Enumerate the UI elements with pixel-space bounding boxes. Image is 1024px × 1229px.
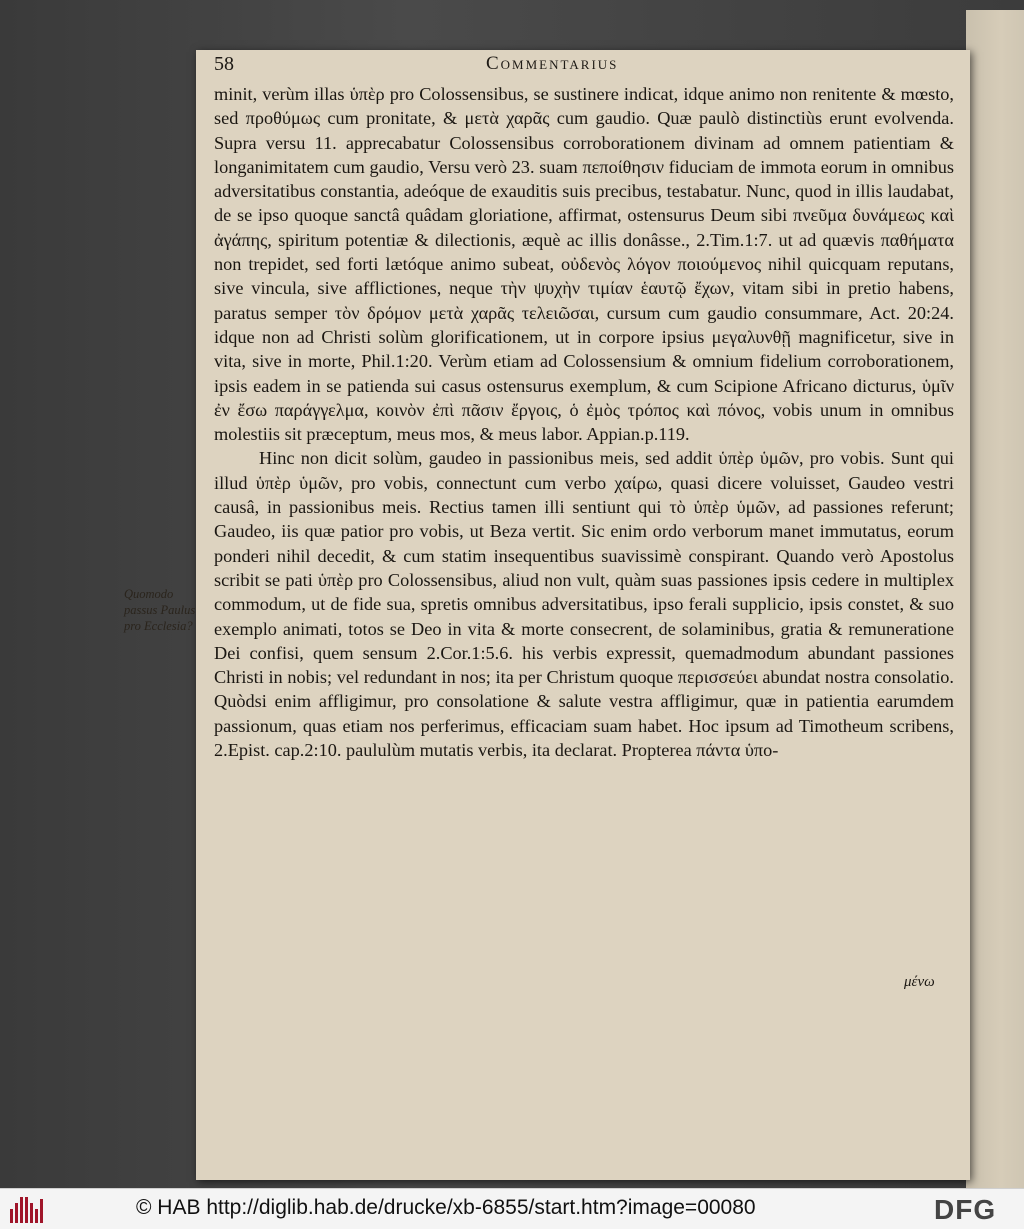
catchword: μένω	[904, 974, 935, 990]
running-head: Commentarius	[486, 53, 619, 74]
dfg-logo: DFG	[934, 1194, 997, 1225]
source-url[interactable]: © HAB http://diglib.hab.de/drucke/xb-6855/start.htm?image=00080	[136, 1196, 756, 1219]
paragraph-2: Hinc non dicit solùm, gaudeo in passionibus meis, sed addit ὑπὲρ ὑμῶν, pro vobis. Sunt qui illud ὑπὲρ ὑμῶν, pro vobis, connectunt cum verbo χαίρω, quasi dicere voluisset, Gaudeo vestri causâ, in passionibus meis. Rectius tamen illi sentiunt qui τὸ ὑπὲρ ὑμῶν, ad passiones referunt; Gaudeo, iis quæ patior pro vobis, ut Beza vertit. Sic enim ordo verborum manet immutatus, eorum ponderi nihil decedit, & cum statim insequentibus suavissimè conspirant. Quando verò Apostolus scribit se pati ὑπὲρ pro Colossensibus, aliud non vult, quàm suas passiones ipsis cedere in multiplex commodum, ut de fide sua, spretis omnibus adversitatibus, ipso ferali supplicio, ipsis constet, & suo exemplo animati, totos se Deo in vita & morte consecrent, de solaminibus, gratia & remuneratione Dei confisi, quem sensum 2.Cor.1:5.6. his verbis expressit, quemadmodum abundant passiones Christi in nobis; vel redundant in nos; ita per Christum quoque περισσεύει abundat nostra consolatio. Quòdsi enim affligimur, pro consolatione & salute vestra affligimur, quæ in patientia earumdem passionum, quas etiam nos perferimus, efficaciam suam habet. Hoc ipsum ad Timotheum scribens, 2.Epist. cap.2:10. paululùm mutatis verbis, ita declarat. Propterea πάντα ὑπο-	[214, 448, 954, 761]
body-text	[214, 82, 954, 762]
paragraph-1: minit, verùm illas ὑπὲρ pro Colossensibus, se sustinere indicat, idque animo non renitente & mœsto, sed προθύμως cum pronitate, & μετὰ χαρᾶς cum gaudio. Quæ paulò distinctiùs erunt evolvenda. Supra versu 11. apprecabatur Colossensibus corroborationem divinam ad omnem patientiam & longanimitatem cum gaudio, Versu verò 23. suam πεποίθησιν fiduciam de immota eorum in omnibus adversitatibus constantia, adeóque de exauditis suis precibus, testabatur. Nunc, quod in illis laudabat, de se ipso quoque sanctâ quâdam gloriatione, affirmat, ostensurus Deum sibi πνεῦμα δυνάμεως καὶ ἀγάπης, spiritum potentiæ & dilectionis, æquè ac illis donâsse., 2.Tim.1:7. ut ad quævis παθήματα non trepidet, sed forti lætóque animo subeat, οὐδενὸς λόγον ποιούμενος nihil quicquam reputans, sive vincula, sive afflictiones, neque τὴν ψυχὴν τιμίαν ἑαυτῷ ἔχων, vitam sibi in pretio habens, paratus semper τὸν δρόμον μετὰ χαρᾶς τελειῶσαι, cursum cum gaudio consummare, Act. 20:24. idque non ad Christi solùm glorificationem, ut in corpore ipsius μεγαλυνθῇ magnificetur, sive in vita, sive in morte, Phil.1:20. Verùm etiam ad Colossensium & omnium fidelium corroborationem, ipsis eadem in se patienda sui casus ostensurus exemplum, & cum Scipione Africano dicturus, ὑμῖν ἐν ἔσω παράγγελμα, κοινὸν ἐπὶ πᾶσιν ἔργοις, ὁ ἐμὸς τρόπος καὶ πόνος, vobis unum in omnibus molestiis sit præceptum, meus mos, & meus labor. Appian.p.119.	[214, 84, 954, 445]
margin-note: Quomodo passus Paulus pro Ecclesia?	[124, 587, 196, 633]
hab-logo-icon	[10, 1195, 44, 1223]
page-number: 58	[214, 53, 234, 75]
facing-page-edge	[966, 10, 1024, 1188]
footer-bar	[0, 1188, 1024, 1229]
